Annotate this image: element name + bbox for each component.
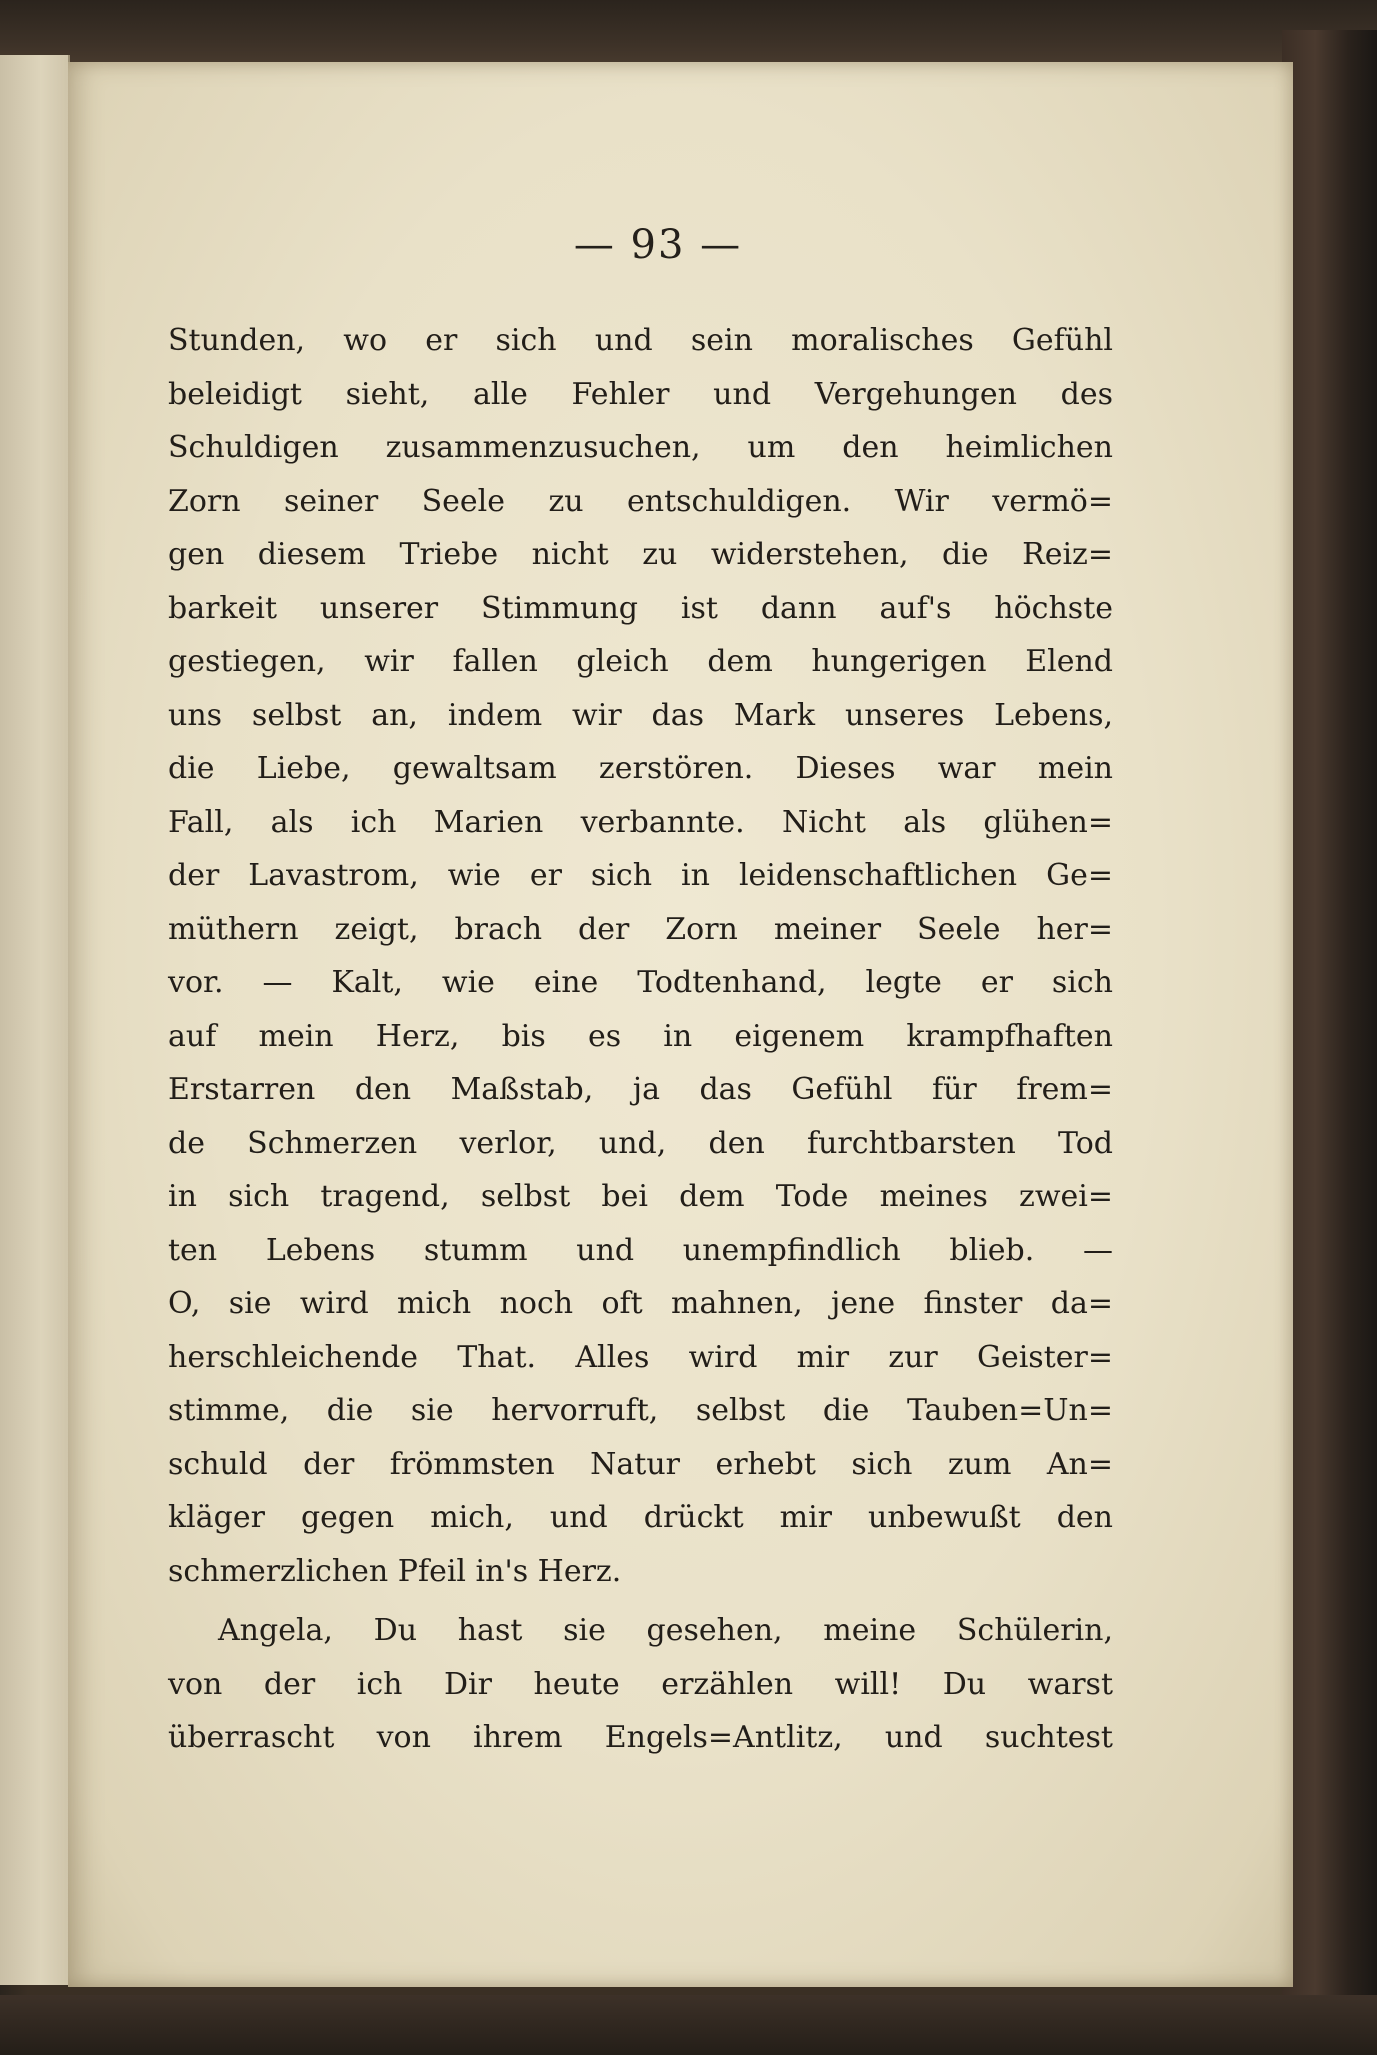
- text-line: Stunden, wo er sich und sein moralisches Gefühl: [168, 323, 1113, 358]
- text-line: barkeit unserer Stimmung ist dann auf's höchste: [168, 590, 1113, 626]
- text-line: Fall, als ich Marien verbannte. Nicht als glühen=: [168, 804, 1113, 840]
- text-line: beleidigt sieht, alle Fehler und Vergehungen des: [168, 376, 1113, 412]
- book-page: [68, 62, 1293, 1987]
- text-line: müthern zeigt, brach der Zorn meiner Seele her=: [168, 911, 1113, 947]
- text-line: schuld der frömmsten Natur erhebt sich zum An=: [168, 1446, 1113, 1482]
- text-line: die Liebe, gewaltsam zerstören. Dieses war mein: [168, 751, 1113, 786]
- book-cover-top: [0, 0, 1377, 70]
- text-line: uns selbst an, indem wir das Mark unseres Lebens,: [168, 697, 1113, 733]
- text-line: Zorn seiner Seele zu entschuldigen. Wir vermö=: [168, 483, 1113, 519]
- text-line: gen diesem Triebe nicht zu widerstehen, die Reiz=: [168, 537, 1113, 572]
- text-line: auf mein Herz, bis es in eigenem krampfhaften: [168, 1018, 1113, 1054]
- text-line: de Schmerzen verlor, und, den furchtbarsten Tod: [168, 1125, 1113, 1161]
- book-cover-edge: [1282, 30, 1377, 2000]
- previous-page-edge: [0, 55, 70, 1985]
- page-number-header: — 93 —: [573, 222, 743, 268]
- text-line: gestiegen, wir fallen gleich dem hungerigen Elend: [168, 644, 1113, 679]
- text-line: ten Lebens stumm und unempfindlich blieb. —: [168, 1232, 1113, 1268]
- text-line: schmerzlichen Pfeil in's Herz.: [168, 1553, 622, 1589]
- text-line: in sich tragend, selbst bei dem Tode meines zwei=: [168, 1179, 1113, 1214]
- text-line: herschleichende That. Alles wird mir zur Geister=: [168, 1339, 1113, 1375]
- text-line: von der ich Dir heute erzählen will! Du warst: [168, 1666, 1113, 1702]
- text-line: der Lavastrom, wie er sich in leidenschaftlichen Ge=: [168, 858, 1113, 893]
- text-line: Erstarren den Maßstab, ja das Gefühl für frem=: [168, 1072, 1113, 1107]
- text-line: O, sie wird mich noch oft mahnen, jene finster da=: [168, 1286, 1113, 1321]
- text-line: stimme, die sie hervorruft, selbst die Tauben=Un=: [168, 1393, 1113, 1428]
- text-line: vor. — Kalt, wie eine Todtenhand, legte er sich: [168, 965, 1113, 1000]
- book-cover-bottom: [0, 1995, 1377, 2055]
- text-line: Schuldigen zusammenzusuchen, um den heimlichen: [168, 430, 1113, 465]
- text-line: kläger gegen mich, und drückt mir unbewußt den: [168, 1500, 1113, 1535]
- text-line: Angela, Du hast sie gesehen, meine Schülerin,: [218, 1613, 1113, 1648]
- text-line: überrascht von ihrem Engels=Antlitz, und suchtest: [168, 1720, 1113, 1755]
- page-body-text: [168, 314, 1113, 1765]
